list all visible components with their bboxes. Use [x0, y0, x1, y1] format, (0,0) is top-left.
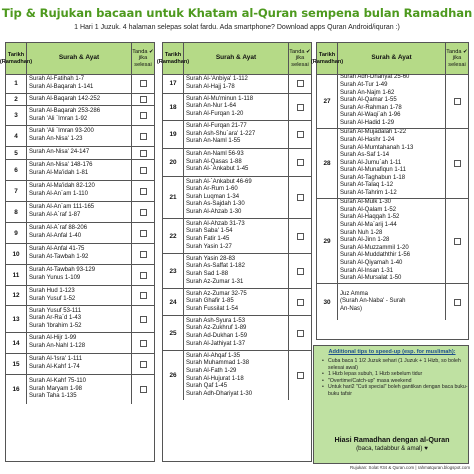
surah-cell [184, 149, 289, 176]
tanda-cell[interactable] [132, 106, 154, 125]
surah-line: Surah Al-Mujadalah 1-22 [340, 129, 407, 136]
tanda-cell[interactable] [132, 354, 154, 374]
surah-cell [27, 74, 132, 93]
surah-line: Surah Al-Anfal 1-40 [29, 233, 82, 239]
checkbox-icon[interactable] [140, 316, 147, 323]
day-number: 26 [163, 351, 184, 400]
surah-cell [184, 94, 289, 120]
day-number: 6 [6, 160, 27, 180]
checkbox-icon[interactable] [140, 230, 147, 237]
day-number: 25 [163, 316, 184, 350]
surah-line: Surah Al-'Anbiya' 1-112 [186, 75, 248, 82]
surah-line: Surah An-Nisa' 1-23 [29, 136, 83, 142]
surah-line: Surah Al-`Ankabut 1-45 [186, 166, 249, 173]
checkbox-icon[interactable] [140, 209, 147, 216]
surah-line: Surah Al-Ma`arij 1-44 [340, 222, 397, 229]
checkbox-icon[interactable] [140, 96, 147, 103]
surah-line: Surah 'Ibrahim 1-52 [29, 322, 82, 329]
tip-item: • 1 Hizb lepas subuh, 1 Hizb sebelum tidur [322, 371, 468, 378]
checkbox-icon[interactable] [297, 233, 304, 240]
surah-cell [27, 147, 132, 159]
surah-cell [27, 223, 132, 243]
surah-cell [184, 254, 289, 288]
surah-cell [27, 202, 132, 222]
checkbox-icon[interactable] [140, 340, 147, 347]
tanda-cell[interactable] [132, 375, 154, 404]
schedule-row [317, 284, 468, 320]
day-number: 11 [6, 265, 27, 285]
header-tanda [289, 43, 311, 74]
hiasi-slogan: Hiasi Ramadhan dengan al-Quran [334, 435, 450, 444]
schedule-row [317, 74, 468, 129]
surah-line: (Surah An-Naba' - Surah [340, 298, 406, 305]
surah-line: Surah Hud 1-123 [29, 287, 75, 294]
schedule-row [6, 126, 154, 147]
header-tanda-label: Tanda ✔ [289, 48, 311, 55]
surah-line: Surah Al-Ahzab 31-73 [186, 220, 245, 227]
day-number: 3 [6, 106, 27, 125]
checkbox-icon[interactable] [140, 361, 147, 368]
header-tarikh-label: Tarikh [7, 52, 25, 59]
surah-cell [27, 306, 132, 332]
tanda-cell[interactable] [132, 147, 154, 159]
surah-cell [184, 121, 289, 148]
tanda-cell[interactable] [289, 121, 311, 148]
tanda-cell[interactable] [132, 286, 154, 305]
checkbox-icon[interactable] [140, 386, 147, 393]
surah-line: Surah Al-Mulk 1-30 [340, 199, 392, 206]
table-header [0, 43, 154, 75]
surah-line: Surah 'Ali `Imran 93-200 [29, 128, 94, 135]
checkbox-icon[interactable] [140, 112, 147, 119]
day-number: 29 [317, 199, 338, 283]
checkbox-icon[interactable] [297, 131, 304, 138]
schedule-row [163, 316, 311, 351]
checkbox-icon[interactable] [140, 251, 147, 258]
schedule-row [6, 306, 154, 333]
surah-line: Surah Az-Zumar 32-75 [186, 290, 247, 297]
surah-cell [184, 316, 289, 350]
day-number: 15 [6, 354, 27, 374]
surah-line: Surah As-Saffat 1-182 [186, 263, 245, 270]
surah-line: Surah Al-Furqan 21-77 [186, 123, 247, 130]
checkbox-icon[interactable] [140, 167, 147, 174]
surah-line: Surah Al-Mursalat 1-50 [340, 275, 402, 282]
day-number: 30 [317, 284, 338, 320]
surah-cell [27, 333, 132, 353]
tips-title: Additional tips to speed-up (esp. for muslimah): [328, 349, 456, 355]
schedule-row [6, 106, 154, 126]
schedule-column-3 [310, 42, 469, 340]
surah-cell [27, 244, 132, 264]
surah-line: Surah Al-Ma'idah 82-120 [29, 183, 95, 190]
surah-line: Surah Luqman 1-34 [186, 193, 240, 200]
schedule-row [163, 351, 311, 400]
surah-line: Surah At-Tur 1-49 [340, 82, 388, 89]
tanda-cell[interactable] [132, 223, 154, 243]
surah-line: Surah Ash-Shu`ara' 1-227 [186, 130, 256, 137]
surah-line: Surah Yusuf 53-111 [29, 307, 82, 314]
header-surah-label: Surah & Ayat [58, 54, 100, 62]
day-number: 8 [6, 202, 27, 222]
surah-cell [184, 219, 289, 253]
header-surah-label: Surah & Ayat [215, 54, 257, 62]
surah-line: An-Nas) [340, 305, 363, 312]
tanda-cell[interactable] [132, 306, 154, 332]
surah-cell [27, 375, 132, 404]
day-number: 9 [6, 223, 27, 243]
surah-line: Surah Al-Fatihah 1-7 [29, 75, 85, 82]
checkbox-icon[interactable] [140, 272, 147, 279]
surah-line: Surah An-Nisa' 148-176 [29, 162, 93, 169]
surah-line: Surah Al-An`am 1-110 [29, 191, 88, 197]
surah-line: Surah Al-Hajj 1-78 [186, 83, 235, 90]
surah-cell [184, 74, 289, 93]
header-tarikh [156, 43, 190, 74]
tanda-cell[interactable] [132, 265, 154, 285]
checkbox-icon[interactable] [454, 299, 461, 306]
checkbox-icon[interactable] [297, 194, 304, 201]
day-number: 13 [6, 306, 27, 332]
surah-line: Surah Al-Jumu`ah 1-11 [340, 159, 402, 166]
day-number: 22 [163, 219, 184, 253]
surah-line: Surah Adh-Dhariyat 25-60 [340, 74, 410, 81]
surah-line: Surah At-Tawbah 93-129 [29, 267, 96, 274]
tanda-cell[interactable] [289, 254, 311, 288]
surah-line: Surah At-Taghabun 1-18 [340, 174, 406, 181]
day-number: 24 [163, 289, 184, 315]
surah-line: Surah At-Tahrim 1-12 [340, 190, 397, 197]
table-header [310, 43, 468, 75]
surah-cell [27, 181, 132, 201]
surah-line: Surah Ash-Syura 1-53 [186, 317, 246, 324]
day-number: 1 [6, 74, 27, 93]
surah-cell [27, 286, 132, 305]
surah-cell [27, 160, 132, 180]
surah-line: Surah Al-Munafiqun 1-11 [340, 167, 406, 174]
day-number: 27 [317, 74, 338, 128]
surah-line: Surah Al-Hujurat 1-18 [186, 375, 244, 382]
surah-line: Surah Al-Fath 1-29 [186, 367, 237, 374]
header-tanda-label: Tanda ✔ [446, 48, 468, 55]
surah-line: Surah Al-An`am 111-165 [29, 204, 95, 211]
schedule-row [6, 202, 154, 223]
checkbox-icon[interactable] [140, 292, 147, 299]
day-number: 4 [6, 126, 27, 146]
header-surah [184, 43, 289, 74]
surah-line: Surah Al-Baqarah 1-141 [29, 83, 94, 90]
surah-line: Surah Al-'Isra' 1-111 [29, 356, 83, 363]
surah-line: Surah An-Nur 1-64 [186, 103, 237, 110]
header-surah [27, 43, 132, 74]
tanda-cell[interactable] [132, 202, 154, 222]
day-number: 16 [6, 375, 27, 404]
header-tanda [132, 43, 154, 74]
schedule-row [163, 94, 311, 121]
header-surah [338, 43, 446, 74]
checkbox-icon[interactable] [454, 160, 461, 167]
surah-line: Surah Saba' 1-54 [186, 228, 233, 235]
surah-line: Surah Al-Muzzammil 1-20 [340, 244, 409, 251]
surah-line: Surah Al-Mumtahanah 1-13 [340, 144, 414, 151]
surah-line: Surah Al-Waqi`ah 1-96 [340, 112, 401, 119]
tips-list [322, 358, 468, 397]
header-tarikh-label: Tarikh [164, 52, 182, 59]
checkbox-icon[interactable] [454, 98, 461, 105]
surah-line: Surah Al-Anfal 41-75 [29, 246, 85, 253]
checkbox-icon[interactable] [297, 104, 304, 111]
surah-line: Surah Maryam 1-98 [29, 385, 83, 392]
schedule-row [317, 199, 468, 284]
checkbox-icon[interactable] [140, 188, 147, 195]
surah-line: Surah Al-Hijr 1-99 [29, 335, 77, 342]
checkbox-icon[interactable] [140, 150, 147, 157]
day-number: 19 [163, 121, 184, 148]
header-tarikh [310, 43, 344, 74]
header-tanda-label: Tanda ✔ [132, 48, 154, 55]
day-number: 20 [163, 149, 184, 176]
tip-item: • "Overtime/Catch-up" masa weekend [322, 378, 468, 385]
hiasi-subtext: (baca, tadabbur & amal) ♥ [356, 445, 428, 452]
surah-line: Surah Al-Ahzab 1-30 [186, 208, 242, 215]
surah-line: Surah Ghafir 1-85 [186, 298, 234, 305]
surah-line: Surah Fatir 1-45 [186, 236, 230, 242]
surah-line: Surah At-Talaq 1-12 [340, 182, 394, 189]
day-number: 28 [317, 129, 338, 198]
tanda-cell[interactable] [289, 351, 311, 400]
schedule-row [6, 223, 154, 244]
tanda-cell[interactable] [446, 74, 468, 128]
surah-line: Surah Al-Insan 1-31 [340, 267, 394, 274]
checkbox-icon[interactable] [297, 330, 304, 337]
checkbox-icon[interactable] [140, 80, 147, 87]
surah-line: Surah Adh-Dhariyat 1-30 [186, 390, 253, 397]
surah-cell [184, 289, 289, 315]
footer-credit: Rujukan: Solat #34 & Quran.com | rahmatquran.blogspot.com [350, 465, 470, 470]
schedule-row [6, 181, 154, 202]
schedule-row [317, 129, 468, 199]
surah-line: Surah Al-Jinn 1-28 [340, 237, 390, 244]
surah-line: Surah Al-Qalam 1-52 [340, 206, 397, 213]
tanda-cell[interactable] [132, 181, 154, 201]
tanda-cell[interactable] [289, 289, 311, 315]
tanda-cell[interactable] [289, 177, 311, 218]
page-subtitle: 1 Hari 1 Juzuk. 4 halaman selepas solat fardu. Ada smartphone? Download apps Quran Android/iquran :) [74, 24, 400, 31]
schedule-row [6, 74, 154, 94]
schedule-row [163, 289, 311, 316]
schedule-column-1 [0, 42, 155, 462]
checkbox-icon[interactable] [297, 299, 304, 306]
surah-line: Surah Al-Baqarah 142-252 [29, 95, 101, 102]
header-jika-label: jika selesai [134, 55, 152, 68]
header-tarikh-label: Tarikh [318, 52, 336, 59]
surah-line: Surah Al-Baqarah 253-286 [29, 107, 101, 114]
surah-line: Surah Al-Qiyamah 1-40 [340, 259, 403, 266]
surah-line: Surah Al-Hashr 1-24 [340, 136, 395, 143]
header-ramadhan-label: (Ramadhan) [156, 58, 190, 65]
header-jika-label: jika selesai [448, 55, 466, 68]
surah-line: Surah Az-Zukhruf 1-89 [186, 325, 247, 332]
surah-cell [184, 351, 289, 400]
surah-line: Surah An-Nahl 1-128 [29, 343, 86, 349]
schedule-row [6, 147, 154, 160]
header-tarikh [0, 43, 33, 74]
schedule-row [163, 149, 311, 177]
tips-box [313, 345, 469, 464]
surah-line: Surah Al-Haqqah 1-52 [340, 214, 400, 221]
surah-line: Surah Al-Ma'idah 1-81 [29, 170, 89, 176]
header-tanda [446, 43, 468, 74]
surah-line: Surah Yasin 1-27 [186, 243, 232, 250]
surah-line: Surah Yasin 28-83 [186, 255, 236, 262]
surah-line: Surah Fussilat 1-54 [186, 305, 239, 312]
surah-cell [27, 94, 132, 105]
header-jika-label: jika selesai [291, 55, 309, 68]
surah-cell [338, 284, 446, 320]
surah-line: Surah Nuh 1-28 [340, 229, 383, 236]
day-number: 2 [6, 94, 27, 105]
tip-item: • Untuk hari2 "Cuti special" boleh gantikan dengan baca buku-buku tafsir [322, 384, 468, 397]
schedule-row [6, 265, 154, 286]
schedule-row [163, 219, 311, 254]
day-number: 23 [163, 254, 184, 288]
schedule-row [163, 254, 311, 289]
schedule-row [6, 333, 154, 354]
schedule-row [6, 286, 154, 306]
day-number: 17 [163, 74, 184, 93]
tanda-cell[interactable] [132, 160, 154, 180]
tip-item: • Cuba baca 1 1/2 Juzuk sehari (1 Juzuk + 1 Hizb, so boleh selesai awal) [322, 358, 468, 371]
surah-line: Surah As-Saf 1-14 [340, 152, 390, 159]
schedule-row [6, 160, 154, 181]
surah-line: Juz Amma [340, 290, 369, 297]
surah-line: Surah Ar-Rahman 1-78 [340, 104, 402, 111]
surah-line: Surah Yunus 1-109 [29, 275, 81, 281]
checkbox-icon[interactable] [297, 268, 304, 275]
surah-line: Surah Al-Jathiyat 1-37 [186, 340, 246, 347]
tanda-cell[interactable] [132, 244, 154, 264]
day-number: 18 [163, 94, 184, 120]
surah-line: Surah Al-Mu'minun 1-118 [186, 95, 254, 102]
table-header [156, 43, 311, 75]
tanda-cell[interactable] [289, 149, 311, 176]
schedule-row [6, 94, 154, 106]
tanda-cell[interactable] [289, 316, 311, 350]
tanda-cell[interactable] [132, 94, 154, 105]
surah-line: Surah Al-Kahf 75-110 [29, 378, 86, 385]
surah-line: Surah At-Tawbah 1-92 [29, 254, 89, 260]
surah-line: Surah Al-A`raf 88-206 [29, 225, 88, 232]
surah-line: Surah Al-Muddaththir 1-56 [340, 252, 411, 259]
surah-line: Surah Al-Furqan 1-20 [186, 110, 244, 117]
schedule-row [6, 375, 154, 404]
checkbox-icon[interactable] [140, 133, 147, 140]
schedule-row [6, 354, 154, 375]
surah-line: Surah Az-Zumar 1-31 [186, 278, 244, 285]
surah-line: Surah As-Sajdah 1-30 [186, 201, 245, 208]
tanda-cell[interactable] [446, 129, 468, 198]
day-number: 14 [6, 333, 27, 353]
schedule-row [163, 74, 311, 94]
checkbox-icon[interactable] [297, 372, 304, 379]
tanda-cell[interactable] [446, 199, 468, 283]
surah-cell [338, 74, 446, 128]
surah-line: Surah An-Nisa' 24-147 [29, 149, 90, 156]
surah-line: Surah Al-Ahqaf 1-35 [186, 352, 241, 359]
header-ramadhan-label: (Ramadhan) [310, 58, 344, 65]
surah-line: Surah An-Naml 1-55 [186, 138, 241, 145]
surah-line: Surah Qaf 1-45 [186, 383, 228, 390]
surah-line: Surah Al-Hadid 1-29 [340, 119, 395, 126]
surah-cell [27, 126, 132, 146]
surah-cell [184, 177, 289, 218]
checkbox-icon[interactable] [297, 159, 304, 166]
checkbox-icon[interactable] [297, 80, 304, 87]
surah-line: Surah Al-Qamar 1-55 [340, 97, 397, 104]
schedule-row [163, 121, 311, 149]
tanda-cell[interactable] [132, 74, 154, 93]
surah-line: Surah Al-Qasas 1-88 [186, 158, 242, 165]
schedule-column-2 [156, 42, 312, 462]
tanda-cell[interactable] [289, 219, 311, 253]
tanda-cell[interactable] [446, 284, 468, 320]
surah-line: Surah Al-A`raf 1-87 [29, 212, 81, 218]
surah-line: Surah Muhammad 1-38 [186, 360, 250, 367]
tanda-cell[interactable] [132, 126, 154, 146]
day-number: 12 [6, 286, 27, 305]
surah-cell [27, 354, 132, 374]
schedule-row [163, 177, 311, 219]
surah-line: Surah Yusuf 1-52 [29, 295, 76, 302]
tanda-cell[interactable] [132, 333, 154, 353]
tanda-cell[interactable] [289, 94, 311, 120]
day-number: 5 [6, 147, 27, 159]
page-title: Tip & Rujukan bacaan untuk Khatam al-Quran sempena bulan Ramadhan [1, 6, 473, 20]
surah-line: Surah Ad-Dukhan 1-59 [186, 333, 248, 339]
surah-cell [338, 199, 446, 283]
surah-line: Surah Al-Kahf 1-74 [29, 364, 80, 370]
surah-line: Surah An-Naml 56-93 [186, 151, 244, 158]
surah-line: Surah Al-`Ankabut 46-69 [186, 178, 252, 185]
checkbox-icon[interactable] [454, 238, 461, 245]
surah-line: Surah 'Ali `Imran 1-92 [29, 115, 88, 122]
schedule-row [6, 244, 154, 265]
surah-line: Surah An-Najm 1-62 [340, 89, 395, 96]
day-number: 21 [163, 177, 184, 218]
surah-cell [27, 265, 132, 285]
surah-line: Surah Taha 1-135 [29, 393, 77, 400]
surah-cell [27, 106, 132, 125]
day-number: 7 [6, 181, 27, 201]
surah-line: Surah Ar-Ra`d 1-43 [29, 315, 82, 322]
surah-line: Surah Sad 1-88 [186, 271, 229, 277]
header-ramadhan-label: (Ramadhan) [0, 58, 33, 65]
header-surah-label: Surah & Ayat [371, 54, 412, 62]
tanda-cell[interactable] [289, 74, 311, 93]
surah-line: Surah Ar-Rum 1-60 [186, 186, 238, 193]
surah-cell [338, 129, 446, 198]
day-number: 10 [6, 244, 27, 264]
